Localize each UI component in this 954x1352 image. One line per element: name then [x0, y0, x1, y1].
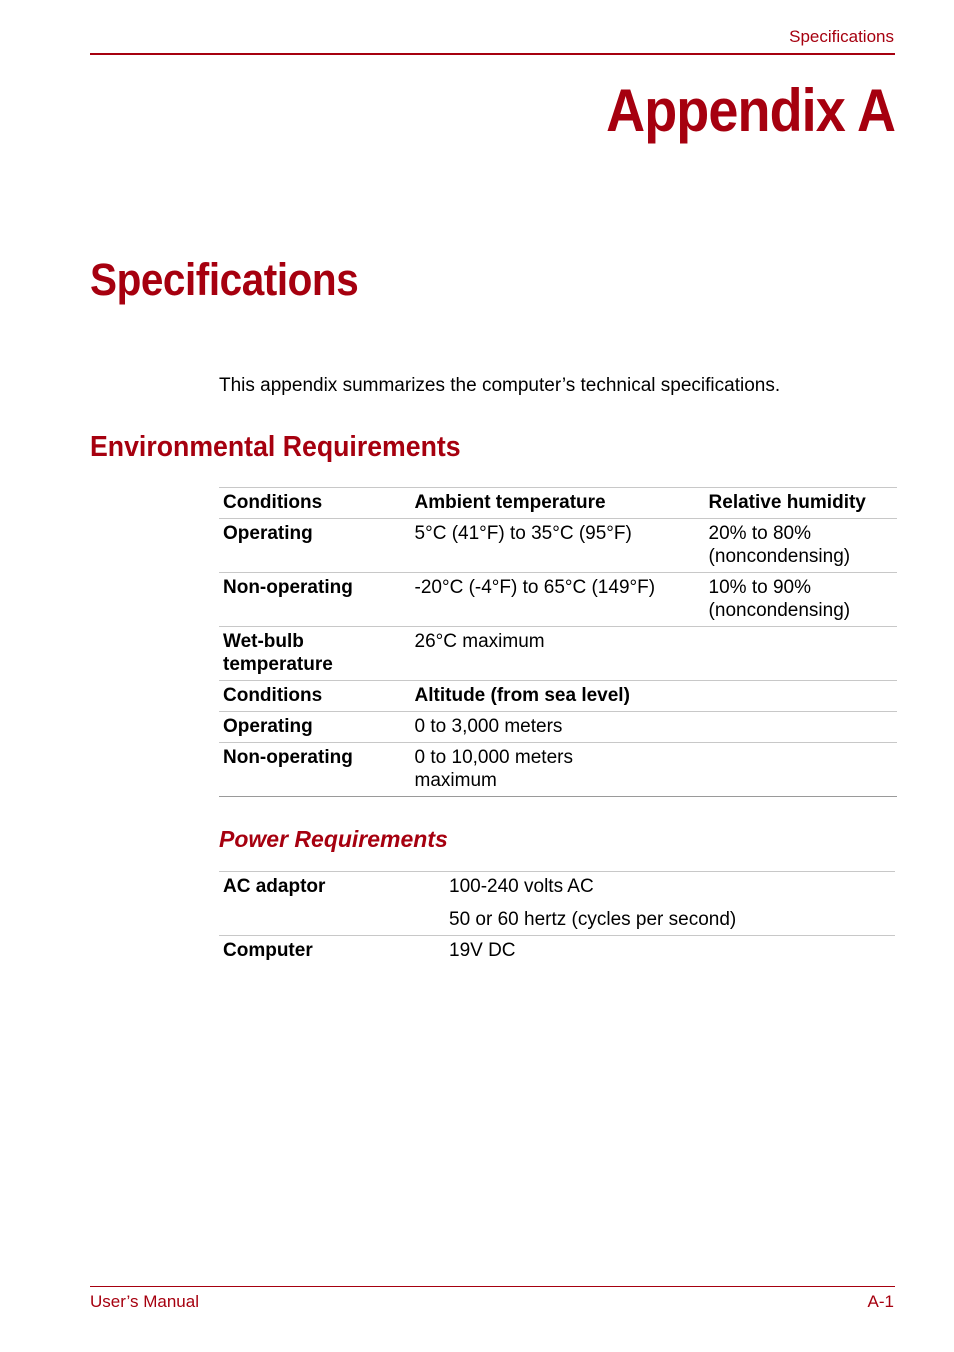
table-cell: Computer: [223, 940, 313, 961]
intro-paragraph: This appendix summarizes the computer’s technical specifications.: [219, 375, 781, 396]
table-cell: [705, 627, 897, 681]
table-cell: Operating: [223, 523, 313, 544]
table-row: [219, 573, 897, 627]
footer-manual-name: User’s Manual: [90, 1292, 199, 1311]
table-cell: 50 or 60 hertz (cycles per second): [449, 909, 737, 930]
table-cell: Wet-bulb temperature: [223, 631, 333, 675]
table-header-cell: Relative humidity: [708, 492, 866, 513]
table-cell: 26°C maximum: [414, 631, 545, 652]
table-row: [219, 936, 895, 967]
table-row: [219, 743, 897, 797]
table-row: [219, 872, 895, 903]
page-number: A-1: [867, 1292, 894, 1311]
table-cell: 0 to 10,000 meters maximum: [414, 747, 573, 791]
table-cell: Operating: [223, 716, 313, 737]
table-cell: 100-240 volts AC: [449, 876, 594, 897]
table-row: [219, 627, 897, 681]
table-cell: 10% to 90% (noncondensing): [708, 577, 851, 621]
power-heading: Power Requirements: [219, 826, 448, 852]
chapter-title: Appendix A: [605, 77, 895, 144]
table-row: [219, 712, 897, 743]
table-cell: [219, 902, 445, 936]
table-cell: 5°C (41°F) to 35°C (95°F): [414, 523, 632, 544]
table-header-cell: Conditions: [223, 685, 323, 706]
table-cell: Non-operating: [223, 577, 353, 598]
running-header: Specifications: [789, 27, 894, 46]
table-cell: [705, 743, 897, 797]
table-header-cell: [705, 681, 897, 712]
table-row: [219, 488, 897, 519]
table-header-cell: Ambient temperature: [414, 492, 606, 513]
table-row: [219, 519, 897, 573]
table-row: [219, 902, 895, 936]
table-cell: 0 to 3,000 meters: [414, 716, 563, 737]
environmental-table: [219, 487, 897, 797]
table-cell: [705, 712, 897, 743]
environmental-heading: Environmental Requirements: [90, 431, 461, 463]
table-cell: AC adaptor: [223, 876, 326, 897]
table-cell: 19V DC: [449, 940, 516, 961]
table-cell: 20% to 80% (noncondensing): [708, 523, 851, 567]
table-row: [219, 681, 897, 712]
table-cell: Non-operating: [223, 747, 353, 768]
header-rule: [90, 53, 895, 55]
footer-rule: [90, 1286, 895, 1287]
table-cell: -20°C (-4°F) to 65°C (149°F): [414, 577, 656, 598]
table-header-cell: Altitude (from sea level): [414, 685, 630, 706]
section-title: Specifications: [90, 254, 359, 305]
power-table: [219, 871, 895, 966]
table-header-cell: Conditions: [223, 492, 323, 513]
